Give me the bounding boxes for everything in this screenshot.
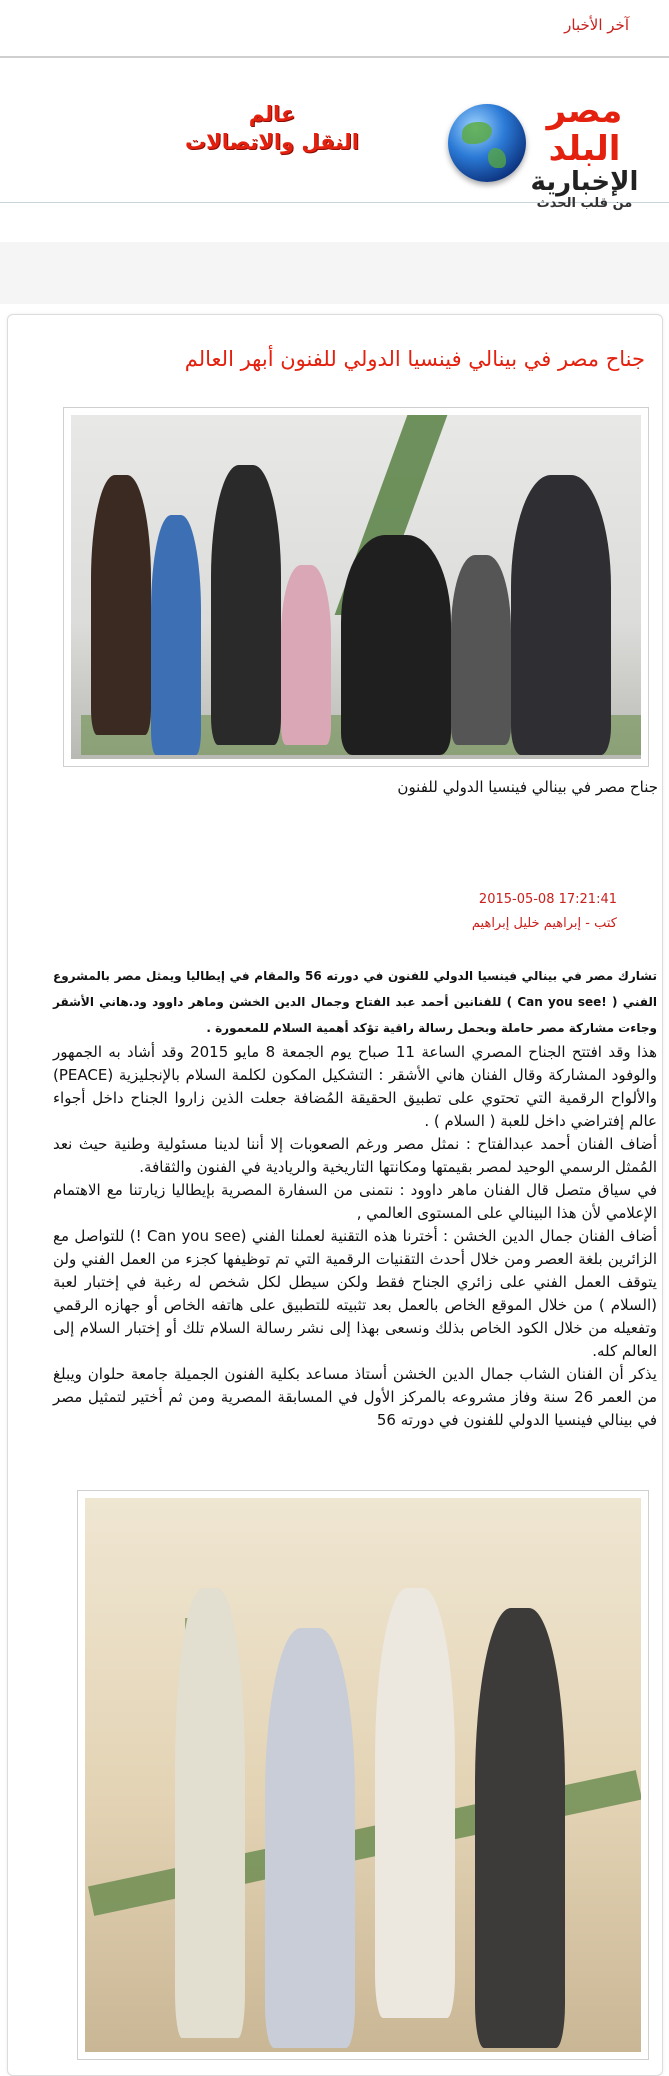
section-banner[interactable] — [172, 100, 372, 156]
photo-1-image — [71, 415, 641, 759]
article-title: جناح مصر في بينالي فينسيا الدولي للفنون أبهر العالم — [184, 347, 645, 371]
nav-band — [0, 242, 669, 304]
site-logo[interactable] — [522, 92, 647, 212]
article-body — [53, 963, 657, 1432]
article-paragraph-5: يذكر أن الفنان الشاب جمال الدين الخشن أستاذ مساعد بكلية الفنون الجميلة جامعة حلوان ويبلغ من العمر 26 سنة وفاز مشروعه بالمركز الأول في المسابقة المصرية ومن ثم أختير لتمثيل مصر في بينالي فينسيا الدولي للفنون في دورته 56 — [53, 1365, 657, 1429]
article-paragraph-4: أضاف الفنان جمال الدين الخشن : أخترنا هذه التقنية لعملنا الفني (Can you see !) للتواصل مع الزائرين بلغة العصر ومن خلال أحدث التقنيات الرقمية التي تم توظيفها كجزء من العمل الفني ولن يتوقف العمل الفني على زائري الجناح فقط ولكن سيطل لكل شخص له رغبة في إختبار لعبة (السلام ) من خلال الموقع الخاص بالعمل بعد تثبيته للتطبيق على هاتفه الخاص أو جهازه الرقمي وتفعيله من خلال الكود الخاص بذلك ونسعى بهذا إلى نشر رسالة السلام تلك أو إختبار السلام إلى العالم كله. — [53, 1227, 658, 1360]
article-author[interactable]: كتب - إبراهيم خليل إبراهيم — [471, 916, 617, 931]
latest-news-link[interactable]: آخر الأخبار — [564, 16, 629, 34]
article-lead: تشارك مصر في بينالي فينسيا الدولي للفنون في دورته 56 والمقام في إيطاليا ويمثل مصر بالمشروع الفني ( !Can you see ) للفنانين أحمد عبد الفتاح وجمال الدين الخشن وماهر داوود ود.هاني الأشقر وجاءت مشاركة مصر حاملة وبحمل رسالة راقية تؤكد أهمية السلام للمعمورة . — [53, 969, 657, 1035]
globe-icon — [448, 104, 526, 182]
article-paragraph-3: في سياق متصل قال الفنان ماهر داوود : نتمنى من السفارة المصرية بإيطاليا زيارتنا مع الاهتمام الإعلامي لأن هذا البينالي على المستوى العالمي , — [53, 1181, 657, 1222]
photo-2-image — [85, 1498, 641, 2052]
article-photo-1 — [63, 407, 649, 767]
top-bar — [0, 0, 669, 58]
article-photo-2 — [77, 1490, 649, 2060]
photo-1-caption: جناح مصر في بينالي فينسيا الدولي للفنون — [397, 778, 658, 796]
logo-main-text: مصر البلد — [546, 91, 623, 169]
logo-tagline: من قلب الحدث — [536, 196, 633, 211]
article-paragraph-1: هذا وقد افتتح الجناح المصري الساعة 11 صباح يوم الجمعة 8 مايو 2015 وقد أشاد به الجمهور والوفود المشاركة وقال الفنان هاني الأشقر : التشكيل المكون لكلمة السلام بالإنجليزية (PEACE) والألواح الرقمية التي تحتوي على تطبيق الحقيقة المُضافة جعلت الذين زاروا الجناح داخل أجواء عالم إفتراضي داخل للعبة ( السلام ) . — [53, 1043, 657, 1130]
section-banner-line2: النقل والاتصالات — [185, 130, 359, 154]
article-paragraph-2: أضاف الفنان أحمد عبدالفتاح : نمثل مصر ورغم الصعوبات إلا أننا لدينا مسئولية وطنية حيث نعد المُمثل الرسمي الوحيد لمصر بقيمتها ومكانتها التاريخية والريادية في الفنون والثقافة. — [53, 1135, 657, 1176]
section-banner-line1: عالم — [248, 102, 296, 126]
site-header — [0, 70, 669, 211]
article-date: 2015-05-08 17:21:41 — [478, 892, 617, 907]
logo-sub-text: الإخبارية — [530, 167, 639, 197]
